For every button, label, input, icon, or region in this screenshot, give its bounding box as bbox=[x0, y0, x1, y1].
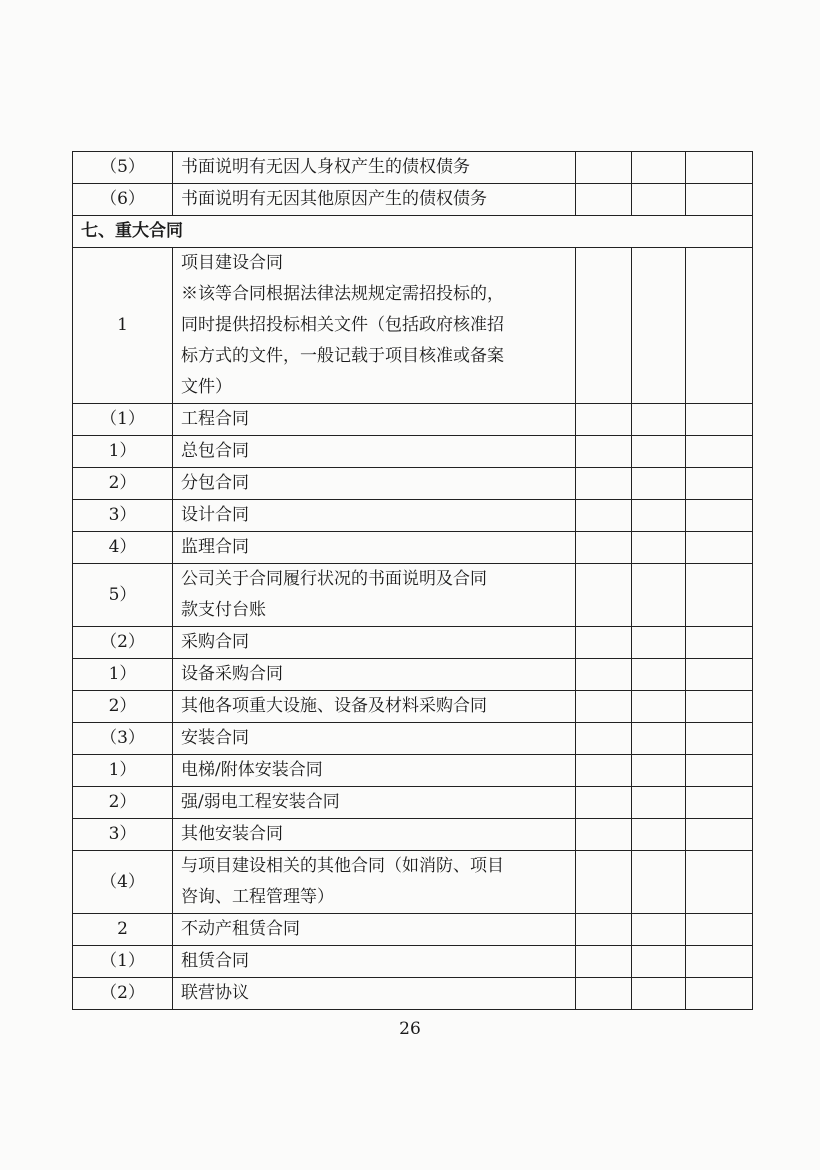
blank-check-cell bbox=[576, 468, 632, 500]
blank-check-cell bbox=[576, 248, 632, 404]
blank-check-cell bbox=[576, 436, 632, 468]
table-row bbox=[73, 851, 753, 914]
section-title: 七、重大合同 bbox=[73, 216, 753, 248]
table-row bbox=[73, 819, 753, 851]
row-number: 2） bbox=[73, 468, 173, 500]
blank-check-cell bbox=[576, 532, 632, 564]
row-number: 5） bbox=[73, 564, 173, 627]
blank-check-cell bbox=[632, 500, 686, 532]
table-row bbox=[73, 404, 753, 436]
table-row bbox=[73, 564, 753, 627]
row-item bbox=[173, 564, 576, 627]
table-row bbox=[73, 946, 753, 978]
row-item-line: 标方式的文件，一般记载于项目核准或备案 bbox=[181, 346, 504, 366]
blank-check-cell bbox=[576, 500, 632, 532]
row-number: 2 bbox=[73, 914, 173, 946]
table-row bbox=[73, 787, 753, 819]
blank-check-cell bbox=[686, 500, 753, 532]
row-item: 不动产租赁合同 bbox=[173, 914, 576, 946]
blank-check-cell bbox=[632, 946, 686, 978]
blank-check-cell bbox=[576, 978, 632, 1010]
blank-check-cell bbox=[686, 248, 753, 404]
blank-check-cell bbox=[576, 627, 632, 659]
row-item bbox=[173, 851, 576, 914]
table-row bbox=[73, 691, 753, 723]
row-number: 3） bbox=[73, 819, 173, 851]
blank-check-cell bbox=[632, 468, 686, 500]
row-item-line: 咨询、工程管理等） bbox=[181, 887, 334, 907]
blank-check-cell bbox=[632, 184, 686, 216]
table-row bbox=[73, 184, 753, 216]
blank-check-cell bbox=[632, 404, 686, 436]
blank-check-cell bbox=[686, 152, 753, 184]
row-item: 采购合同 bbox=[173, 627, 576, 659]
row-item-line: 与项目建设相关的其他合同（如消防、项目 bbox=[181, 856, 504, 876]
page-number: 26 bbox=[399, 1019, 421, 1039]
table-row bbox=[73, 500, 753, 532]
table-body bbox=[73, 152, 753, 1010]
blank-check-cell bbox=[576, 946, 632, 978]
section-row bbox=[73, 216, 753, 248]
row-number: 4） bbox=[73, 532, 173, 564]
blank-check-cell bbox=[686, 691, 753, 723]
blank-check-cell bbox=[632, 787, 686, 819]
blank-check-cell bbox=[686, 532, 753, 564]
blank-check-cell bbox=[632, 755, 686, 787]
blank-check-cell bbox=[576, 723, 632, 755]
row-number: （2） bbox=[73, 627, 173, 659]
blank-check-cell bbox=[686, 851, 753, 914]
table-row bbox=[73, 659, 753, 691]
row-number: 1） bbox=[73, 755, 173, 787]
blank-check-cell bbox=[686, 787, 753, 819]
row-item: 租赁合同 bbox=[173, 946, 576, 978]
table-row bbox=[73, 627, 753, 659]
row-number: （4） bbox=[73, 851, 173, 914]
row-item: 电梯/附体安装合同 bbox=[173, 755, 576, 787]
blank-check-cell bbox=[632, 659, 686, 691]
blank-check-cell bbox=[576, 659, 632, 691]
blank-check-cell bbox=[576, 691, 632, 723]
blank-check-cell bbox=[576, 184, 632, 216]
row-number: 3） bbox=[73, 500, 173, 532]
blank-check-cell bbox=[632, 914, 686, 946]
table-row bbox=[73, 436, 753, 468]
document-table bbox=[72, 151, 753, 1010]
blank-check-cell bbox=[632, 627, 686, 659]
blank-check-cell bbox=[576, 819, 632, 851]
row-item-line: 文件） bbox=[181, 377, 232, 397]
blank-check-cell bbox=[686, 627, 753, 659]
blank-check-cell bbox=[576, 914, 632, 946]
row-item-line: 项目建设合同 bbox=[181, 253, 283, 273]
blank-check-cell bbox=[576, 787, 632, 819]
row-item: 工程合同 bbox=[173, 404, 576, 436]
blank-check-cell bbox=[686, 755, 753, 787]
row-item-line: 款支付台账 bbox=[181, 600, 266, 620]
row-item: 设备采购合同 bbox=[173, 659, 576, 691]
row-item: 其他安装合同 bbox=[173, 819, 576, 851]
blank-check-cell bbox=[576, 152, 632, 184]
blank-check-cell bbox=[632, 436, 686, 468]
blank-check-cell bbox=[686, 436, 753, 468]
blank-check-cell bbox=[632, 152, 686, 184]
row-number: （1） bbox=[73, 404, 173, 436]
blank-check-cell bbox=[632, 564, 686, 627]
table-row bbox=[73, 723, 753, 755]
blank-check-cell bbox=[686, 723, 753, 755]
blank-check-cell bbox=[686, 914, 753, 946]
row-number: 1） bbox=[73, 659, 173, 691]
row-item: 监理合同 bbox=[173, 532, 576, 564]
blank-check-cell bbox=[686, 184, 753, 216]
row-number: （3） bbox=[73, 723, 173, 755]
row-item: 设计合同 bbox=[173, 500, 576, 532]
row-number: （2） bbox=[73, 978, 173, 1010]
row-item: 书面说明有无因人身权产生的债权债务 bbox=[173, 152, 576, 184]
table-row bbox=[73, 978, 753, 1010]
blank-check-cell bbox=[686, 659, 753, 691]
row-item: 分包合同 bbox=[173, 468, 576, 500]
row-item-line: 同时提供招投标相关文件（包括政府核准招 bbox=[181, 315, 504, 335]
blank-check-cell bbox=[686, 978, 753, 1010]
row-number: 2） bbox=[73, 691, 173, 723]
blank-check-cell bbox=[686, 468, 753, 500]
row-number: 1 bbox=[73, 248, 173, 404]
table-row bbox=[73, 468, 753, 500]
table-row bbox=[73, 755, 753, 787]
row-item: 安装合同 bbox=[173, 723, 576, 755]
row-number: （5） bbox=[73, 152, 173, 184]
row-item: 总包合同 bbox=[173, 436, 576, 468]
blank-check-cell bbox=[632, 978, 686, 1010]
blank-check-cell bbox=[632, 723, 686, 755]
blank-check-cell bbox=[576, 851, 632, 914]
row-item: 强/弱电工程安装合同 bbox=[173, 787, 576, 819]
row-number: 1） bbox=[73, 436, 173, 468]
blank-check-cell bbox=[686, 564, 753, 627]
blank-check-cell bbox=[632, 248, 686, 404]
table-row bbox=[73, 248, 753, 404]
row-item bbox=[173, 248, 576, 404]
row-number: （6） bbox=[73, 184, 173, 216]
row-item: 书面说明有无因其他原因产生的债权债务 bbox=[173, 184, 576, 216]
row-number: （1） bbox=[73, 946, 173, 978]
blank-check-cell bbox=[632, 819, 686, 851]
blank-check-cell bbox=[686, 404, 753, 436]
row-number: 2） bbox=[73, 787, 173, 819]
row-item-line: ※该等合同根据法律法规规定需招投标的， bbox=[181, 284, 504, 304]
row-item: 联营协议 bbox=[173, 978, 576, 1010]
table-row bbox=[73, 914, 753, 946]
blank-check-cell bbox=[632, 691, 686, 723]
blank-check-cell bbox=[686, 819, 753, 851]
blank-check-cell bbox=[576, 404, 632, 436]
table-row bbox=[73, 152, 753, 184]
blank-check-cell bbox=[686, 946, 753, 978]
blank-check-cell bbox=[632, 532, 686, 564]
row-item: 其他各项重大设施、设备及材料采购合同 bbox=[173, 691, 576, 723]
row-item-line: 公司关于合同履行状况的书面说明及合同 bbox=[181, 569, 487, 589]
blank-check-cell bbox=[576, 564, 632, 627]
blank-check-cell bbox=[632, 851, 686, 914]
blank-check-cell bbox=[576, 755, 632, 787]
table-row bbox=[73, 532, 753, 564]
